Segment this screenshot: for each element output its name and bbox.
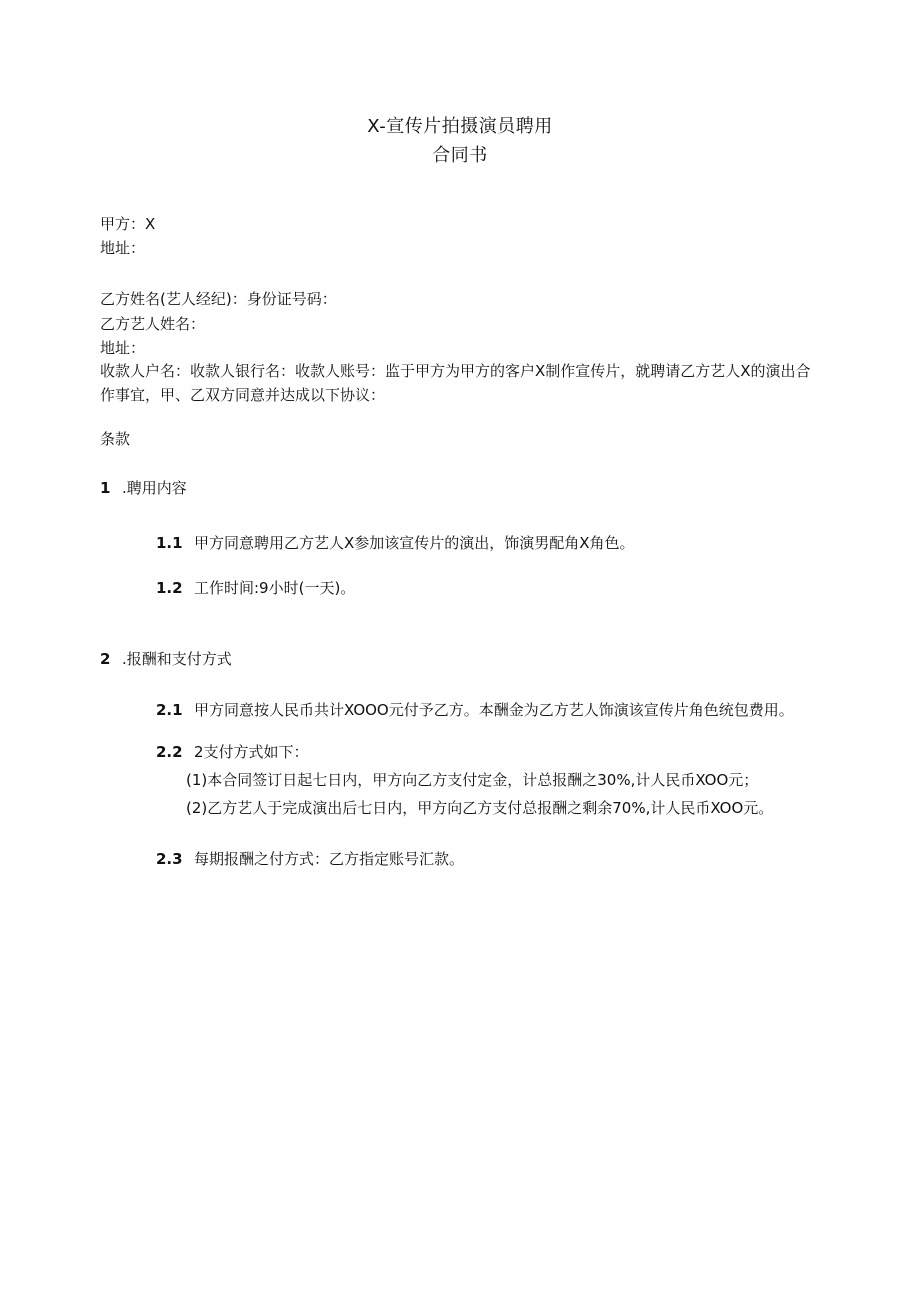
- section-heading: [100, 648, 232, 670]
- clause-number: 1.1: [156, 534, 183, 552]
- clause-item: [156, 741, 309, 763]
- clause-number: 1.2: [156, 579, 183, 597]
- clause-text: 甲方同意按人民币共计XOOO元付予乙方。本酬金为乙方艺人饰演该宣传片角色统包费用。: [194, 701, 794, 719]
- clauses-heading: 条款: [100, 430, 131, 448]
- clause-text: 2支付方式如下：: [194, 743, 309, 761]
- clause-text: 甲方同意聘用乙方艺人X参加该宣传片的演出，饰演男配角X角色。: [194, 534, 635, 552]
- party-b-artist: 乙方艺人姓名：: [100, 315, 206, 333]
- document-title: X-宣传片拍摄演员聘用: [367, 116, 553, 137]
- section-title: .聘用内容: [122, 479, 187, 497]
- clause-number: 2.3: [156, 850, 183, 868]
- clause-text: 工作时间:9小时(一天)。: [194, 579, 356, 597]
- section-heading: [100, 477, 187, 499]
- payment-term: (1)本合同签订日起七日内，甲方向乙方支付定金，计总报酬之30%,计人民币XOO元；: [186, 771, 759, 789]
- clause-number: 2.2: [156, 743, 183, 761]
- clause-item: [156, 577, 355, 599]
- party-b-agent: 乙方姓名(艺人经纪)：身份证号码：: [100, 290, 337, 308]
- clause-item: [156, 532, 635, 554]
- section-number: 2: [100, 650, 111, 668]
- party-b-address: 地址：: [100, 339, 146, 357]
- document-subtitle: 合同书: [432, 145, 488, 166]
- section-number: 1: [100, 479, 111, 497]
- party-a: 甲方：X: [100, 215, 156, 233]
- party-a-address: 地址：: [100, 239, 146, 257]
- clause-item: [156, 848, 464, 870]
- clause-item: [156, 699, 794, 721]
- payee-preamble: 收款人户名：收款人银行名：收款人账号：监于甲方为甲方的客户X制作宣传片，就聘请乙方艺人X的演出合作事宜，甲、乙双方同意并达成以下协议：: [100, 362, 811, 404]
- section-title: .报酬和支付方式: [122, 650, 232, 668]
- payment-term: (2)乙方艺人于完成演出后七日内，甲方向乙方支付总报酬之剩余70%,计人民币XOO元。: [186, 799, 774, 817]
- clause-number: 2.1: [156, 701, 183, 719]
- clause-text: 每期报酬之付方式：乙方指定账号汇款。: [194, 850, 465, 868]
